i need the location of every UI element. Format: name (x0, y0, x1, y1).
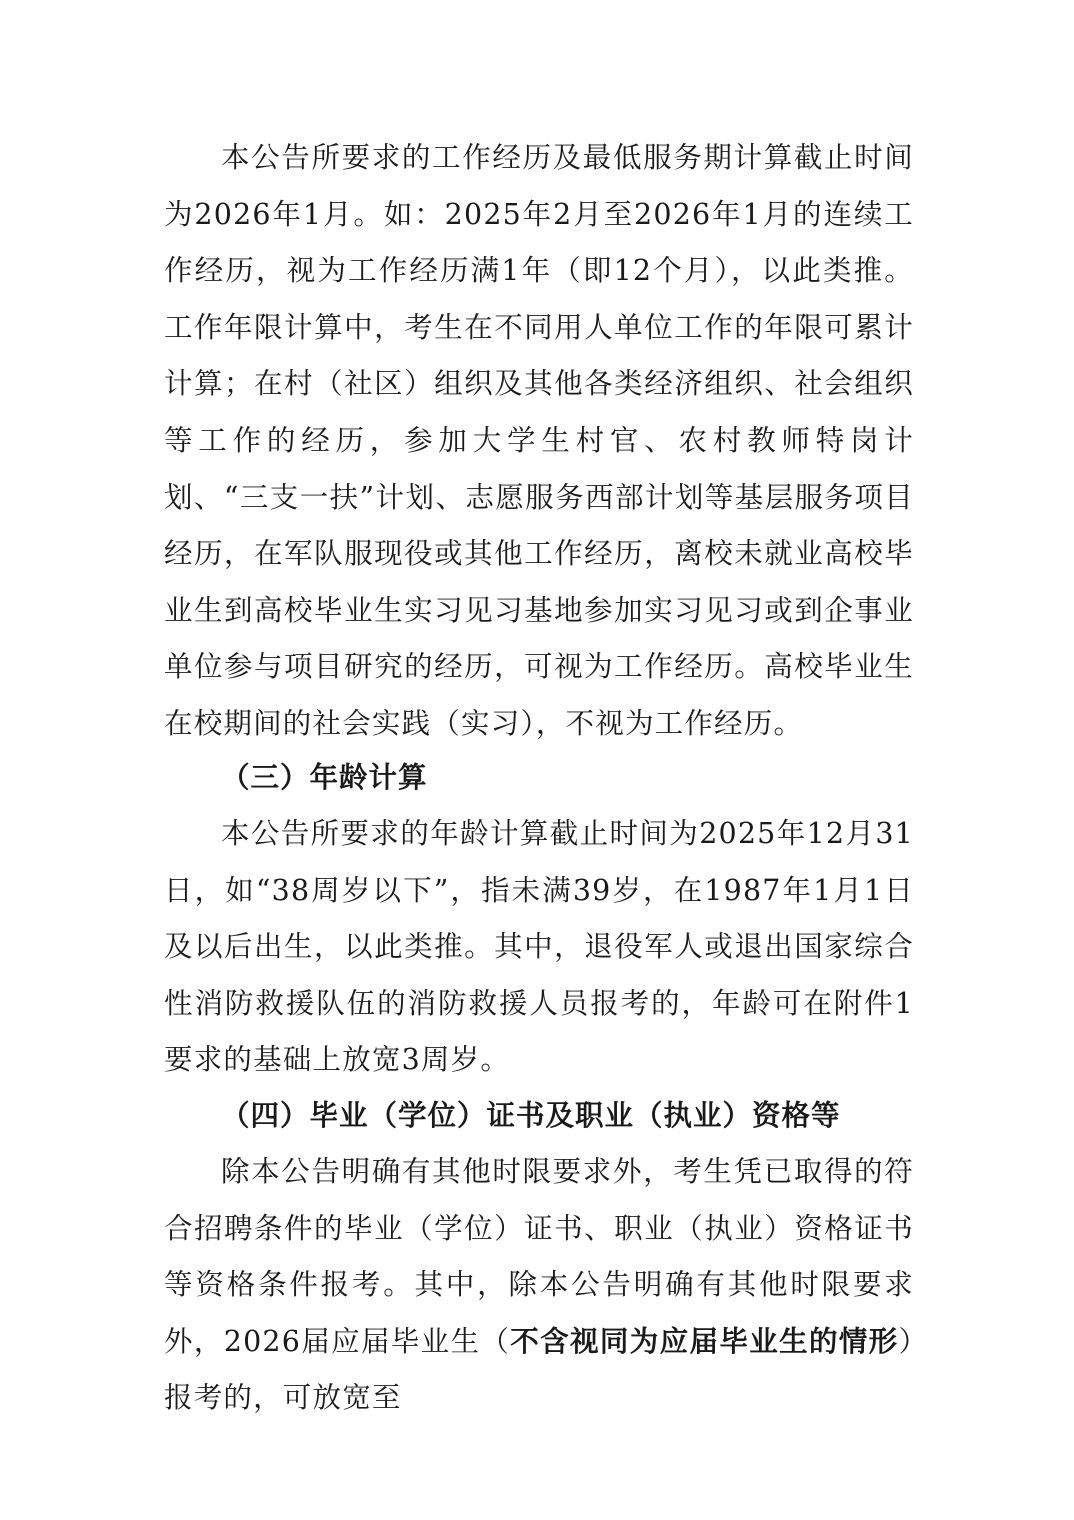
certificate-paragraph (164, 1144, 914, 1427)
age-calculation-paragraph: 本公告所要求的年龄计算截止时间为2025年12月31日，如“38周岁以下”，指未满39岁，在1987年1月1日及以后出生，以此类推。其中，退役军人或退出国家综合性消防救援队伍的消防救援人员报考的，年龄可在附件1要求的基础上放宽3周岁。 (164, 817, 914, 1077)
certificate-bold-note: 不含视同为应届毕业生的情形 (510, 1324, 899, 1358)
certificate-heading: （四）毕业（学位）证书及职业（执业）资格等 (221, 1099, 841, 1132)
certificate-text-part2: ）报考的，可放宽至 (164, 1324, 914, 1415)
certificate-text-part1: 除本公告明确有其他时限要求外，考生凭已取得的符合招聘条件的毕业（学位）证书、职业（执业）资格证书等资格条件报考。其中，除本公告明确有其他时限要求外，2026届应届毕业生（ (164, 1155, 914, 1358)
work-experience-paragraph: 本公告所要求的工作经历及最低服务期计算截止时间为2026年1月。如：2025年2月至2026年1月的连续工作经历，视为工作经历满1年（即12个月），以此类推。工作年限计算中，考生在不同用人单位工作的年限可累计计算；在村（社区）组织及其他各类经济组织、社会组织等工作的经历，参加大学生村官、农村教师特岗计划、“三支一扶”计划、志愿服务西部计划等基层服务项目经历，在军队服现役或其他工作经历，离校未就业高校毕业生到高校毕业生实习见习基地参加实习见习或到企事业单位参与项目研究的经历，可视为工作经历。高校毕业生在校期间的社会实践（实习），不视为工作经历。 (164, 141, 914, 740)
age-calculation-heading: （三）年龄计算 (221, 761, 428, 794)
